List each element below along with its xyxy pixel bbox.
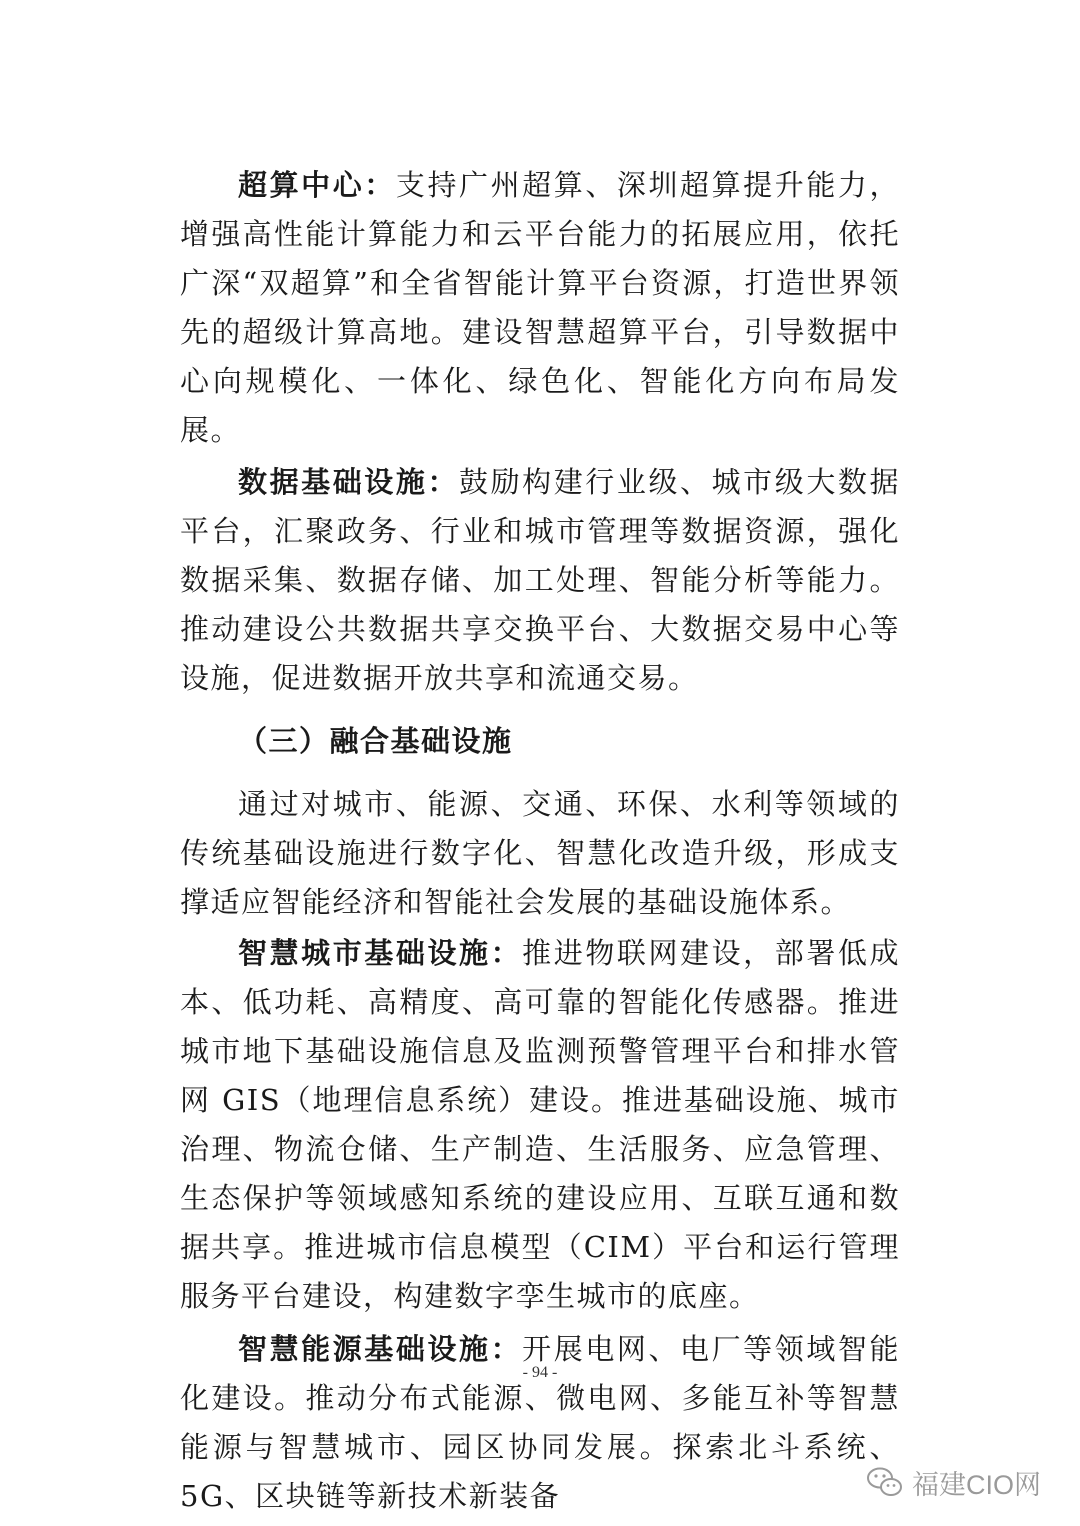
paragraph-supercomputing [180, 161, 900, 455]
term-data-infrastructure: 数据基础设施： [238, 465, 460, 499]
paragraph-smart-city [180, 929, 900, 1321]
text-smart-energy: 开展电网、电厂等领域智能化建设。推动分布式能源、微电网、多能互补等智慧能源与智慧城市、园区协同发展。探索北斗系统、5G、区块链等新技术新装备 [180, 1332, 900, 1513]
paragraph-smart-energy [180, 1325, 900, 1521]
text-smart-city: 推进物联网建设，部署低成本、低功耗、高精度、高可靠的智能化传感器。推进城市地下基础设施信息及监测预警管理平台和排水管网 GIS（地理信息系统）建设。推进基础设施、城市治理、物流仓储、生产制造、生活服务、应急管理、生态保护等领域感知系统的建设应用、互联互通和数据共享。推进城市信息模型（CIM）平台和运行管理服务平台建设，构建数字孪生城市的底座。 [180, 936, 900, 1313]
page-number: - 94 - [522, 1364, 558, 1381]
term-smart-city: 智慧城市基础设施： [238, 936, 523, 970]
text-supercomputing: 支持广州超算、深圳超算提升能力，增强高性能计算能力和云平台能力的拓展应用，依托广深“双超算”和全省智能计算平台资源，打造世界领先的超级计算高地。建设智慧超算平台，引导数据中心向规模化、一体化、绿色化、智能化方向布局发展。 [180, 168, 900, 447]
watermark-text: 福建CIO网 [912, 1469, 1042, 1500]
term-smart-energy: 智慧能源基础设施： [238, 1332, 523, 1366]
watermark [866, 1462, 1041, 1502]
text-data-infrastructure: 鼓励构建行业级、城市级大数据平台，汇聚政务、行业和城市管理等数据资源，强化数据采集、数据存储、加工处理、智能分析等能力。推动建设公共数据共享交换平台、大数据交易中心等设施，促进数据开放共享和流通交易。 [180, 465, 900, 695]
section-heading: （三）融合基础设施 [238, 724, 513, 758]
page-body [180, 161, 900, 1521]
section-intro: 通过对城市、能源、交通、环保、水利等领域的传统基础设施进行数字化、智慧化改造升级，形成支撑适应智能经济和智能社会发展的基础设施体系。 [180, 787, 900, 919]
term-supercomputing: 超算中心： [238, 168, 396, 202]
wechat-icon [866, 1466, 904, 1498]
paragraph-data-infrastructure [180, 458, 900, 703]
